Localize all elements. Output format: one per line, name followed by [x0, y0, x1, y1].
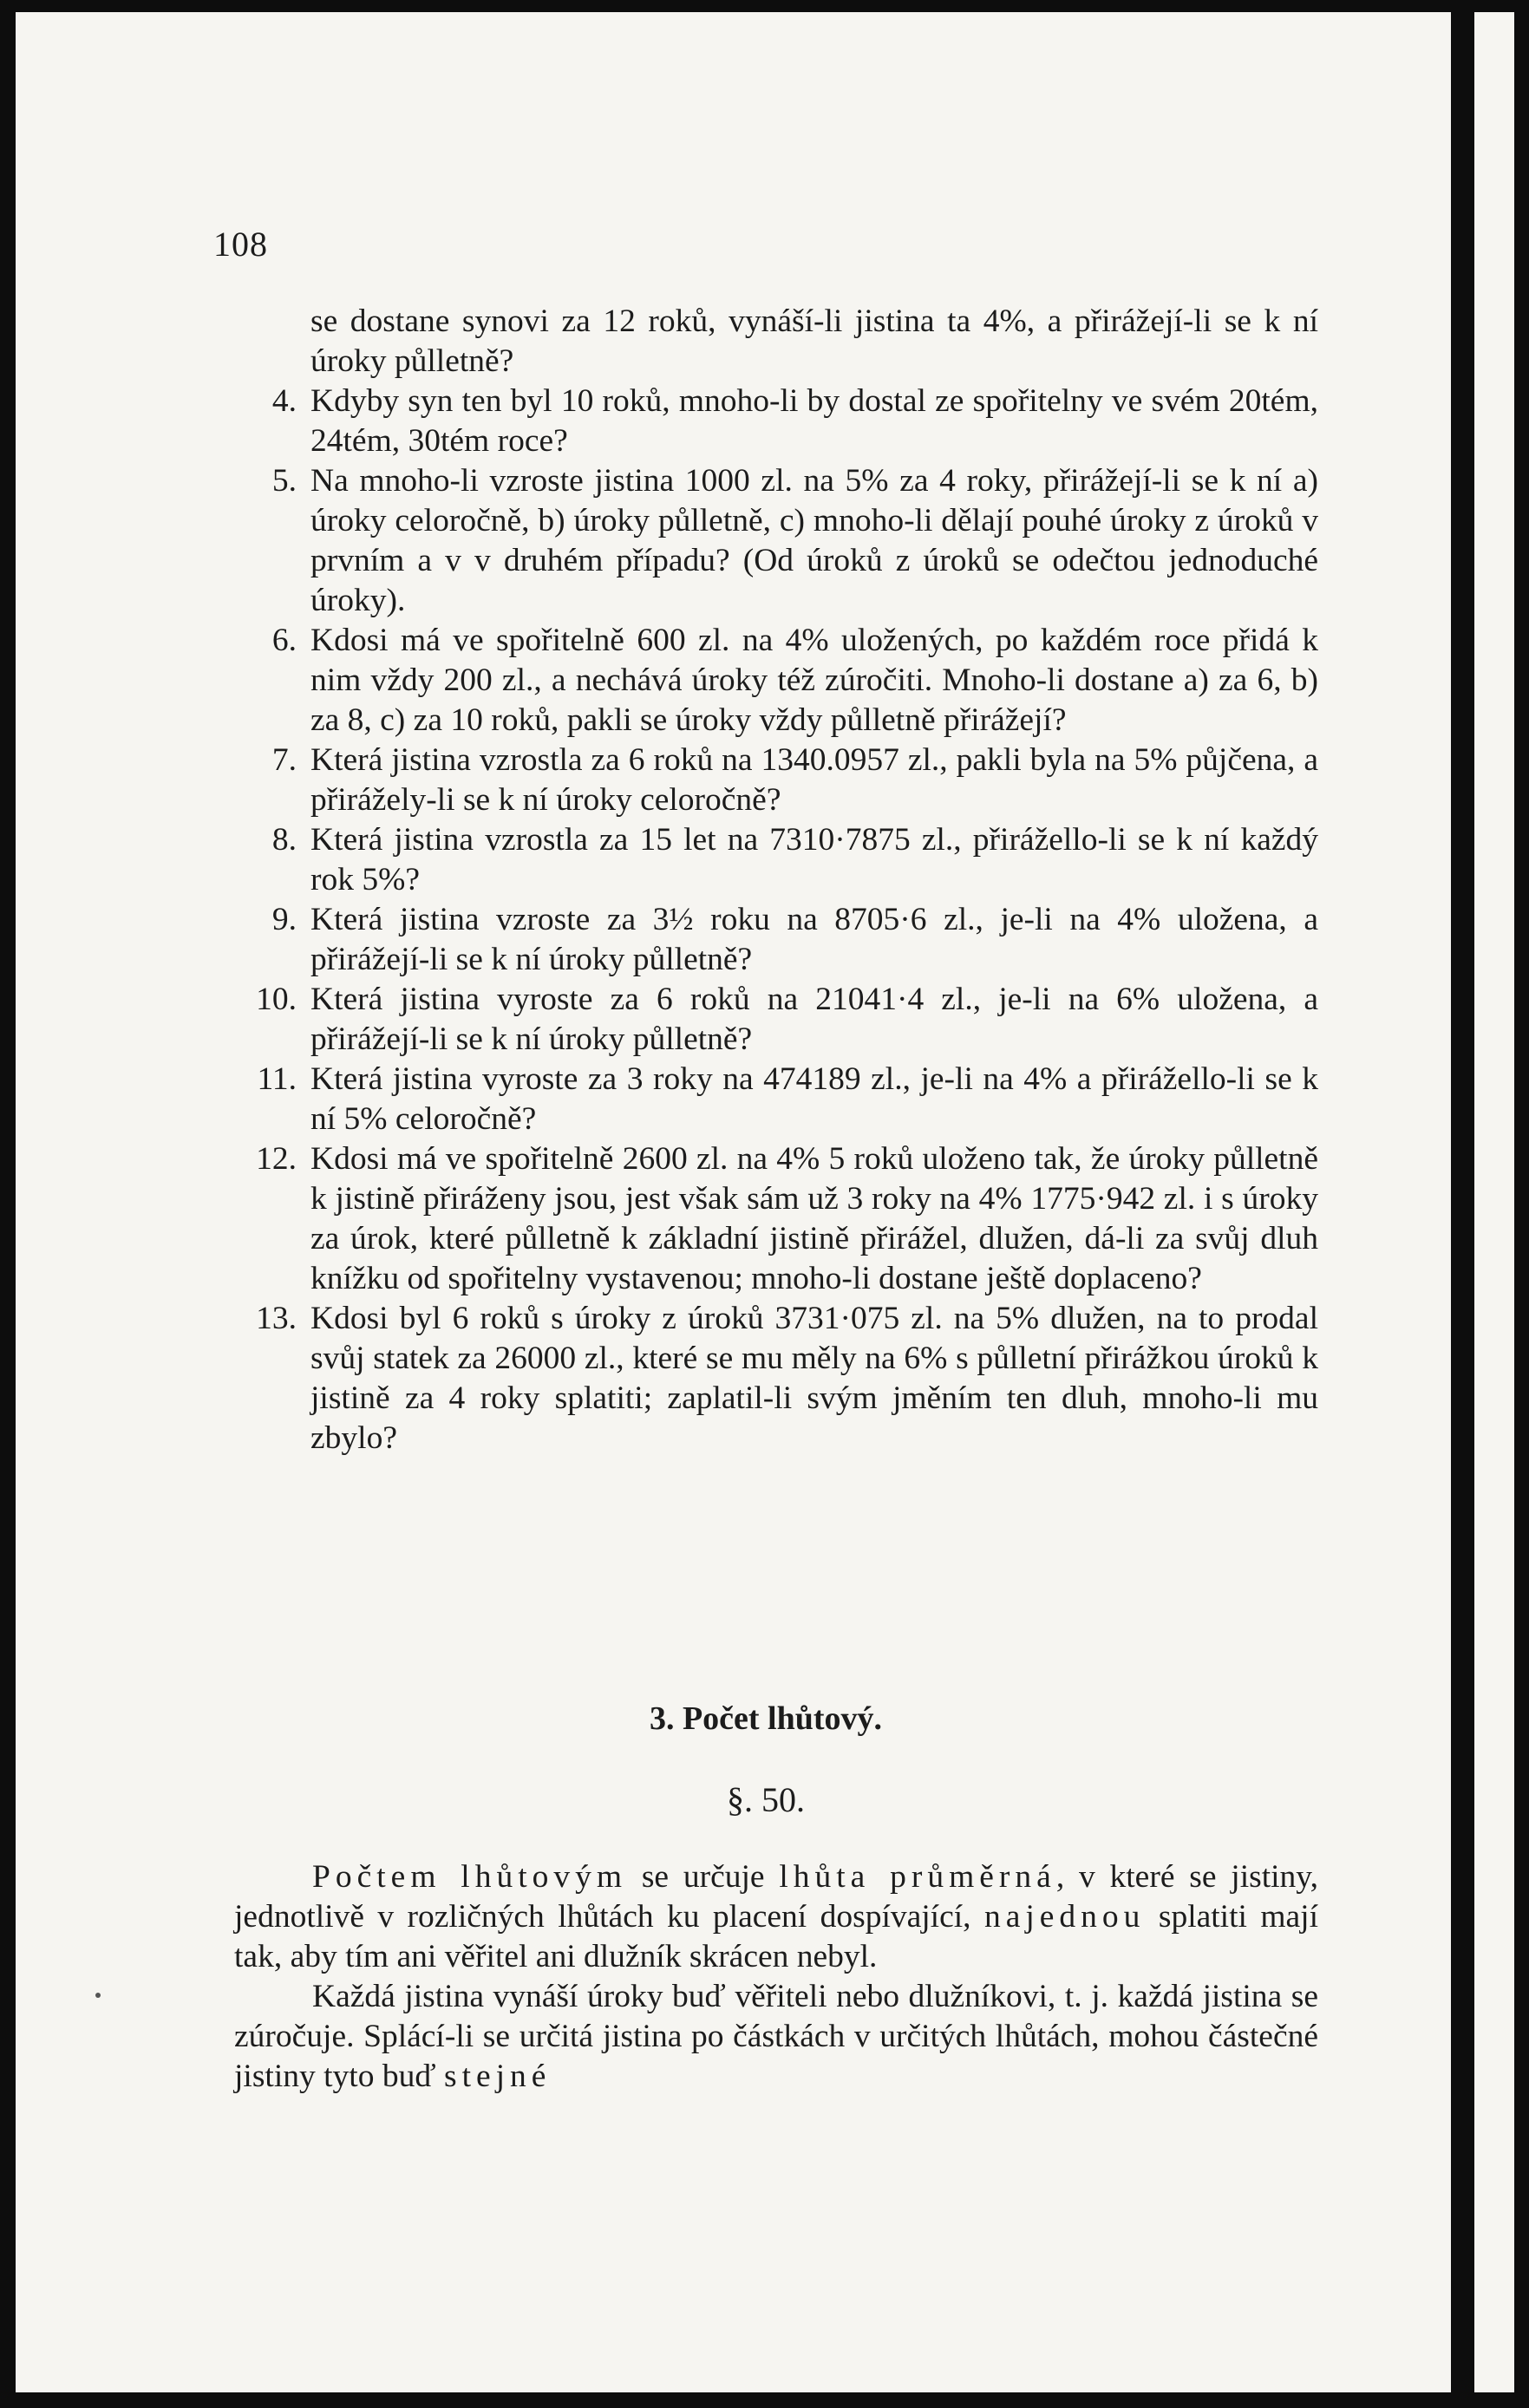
problem-text: Na mnoho-li vzroste jistina 1000 zl. na 5% za 4 roky, přirážejí-li se k ní a) úroky celoročně, b) úroky půlletně, c) mnoho-li dělají pouhé úroky z úroků v prvním a v v druhém případu? (Od úroků z úroků se odečtou jednoduché úroky).	[310, 463, 1318, 618]
problem-text: Která jistina vzrostla za 6 roků na 1340.0957 zl., pakli byla na 5% půjčena, a přirážely-li se k ní úroky celoročně?	[310, 742, 1318, 818]
problem-text: Kdosi má ve spořitelně 600 zl. na 4% uložených, po každém roce přidá k nim vždy 200 zl., a nechává úroky též zúročiti. Mnoho-li dostane a) za 6, b) za 8, c) za 10 roků, pakli se úroky vždy půlletně přirážejí?	[310, 623, 1318, 738]
problem-text: se dostane synovi za 12 roků, vynáší-li jistina ta 4%, a přirážejí-li se k ní úroky půlletně?	[310, 303, 1318, 379]
problem-number: 8.	[271, 822, 297, 858]
problem-number: 10.	[256, 982, 297, 1017]
emphasis-term: lhůta průměrná	[779, 1859, 1056, 1895]
problem-item	[213, 980, 1318, 1060]
problem-item	[213, 1299, 1318, 1459]
section-heading: 3. Počet lhůtový.	[649, 1700, 883, 1737]
problem-text: Která jistina vyroste za 3 roky na 474189 zl., je-li na 4% a přirážello-li se k ní 5% celoročně?	[310, 1061, 1318, 1137]
problem-number: 13.	[256, 1301, 297, 1336]
problem-number: 9.	[271, 902, 297, 937]
emphasis-term: najednou	[983, 1899, 1146, 1935]
problem-item	[213, 741, 1318, 820]
problem-item	[213, 1139, 1318, 1299]
text-run: , v které se jistiny, jednotlivě v rozličných lhůtách ku placení dospívající,	[234, 1859, 1318, 1935]
problem-text: Kdosi má ve spořitelně 2600 zl. na 4% 5 roků uloženo tak, že úroky půlletně k jistině přiráženy jsou, jest však sám už 3 roky na 4% 1775·942 zl. i s úroky za úrok, které půlletně k základní jistině přirážel, dlužen, dá-li za svůj dluh knížku od spořitelny vystavenou; mnoho-li dostane ještě doplaceno?	[310, 1141, 1318, 1296]
emphasis-term: stejné	[443, 2059, 552, 2094]
emphasis-term: Počtem lhůtovým	[312, 1859, 628, 1895]
page-number: 108	[213, 225, 268, 264]
problem-item	[213, 461, 1318, 621]
problem-item	[213, 820, 1318, 900]
paragraph-2	[234, 1977, 1318, 2097]
problem-number: 7.	[271, 742, 297, 778]
text-run: se určuje	[627, 1859, 780, 1895]
problem-text: Kdyby syn ten byl 10 roků, mnoho-li by dostal ze spořitelny ve svém 20tém, 24tém, 30tém roce?	[310, 383, 1318, 459]
margin-dot	[95, 1993, 101, 1998]
problem-number: 12.	[256, 1141, 297, 1177]
problem-text: Která jistina vyroste za 6 roků na 21041·4 zl., je-li na 6% uložena, a přirážejí-li se k ní úroky půlletně?	[310, 982, 1318, 1057]
problem-text: Kdosi byl 6 roků s úroky z úroků 3731·075 zl. na 5% dlužen, na to prodal svůj statek za 26000 zl., které se mu měly na 6% s půlletní přirážkou úroků k jistině za 4 roky splatiti; zaplatil-li svým jměním ten dluh, mnoho-li mu zbylo?	[310, 1301, 1318, 1456]
problem-text: Která jistina vzroste za 3½ roku na 8705·6 zl., je-li na 4% uložena, a přirážejí-li se k ní úroky půlletně?	[310, 902, 1318, 977]
problem-list	[213, 302, 1318, 1459]
text-run: splatiti mají tak, aby tím ani věřitel ani dlužník skrácen nebyl.	[234, 1899, 1318, 1974]
paragraph-1	[234, 1857, 1318, 1977]
problem-item	[213, 621, 1318, 741]
adjacent-page-edge	[1474, 12, 1514, 2392]
problem-item	[213, 900, 1318, 980]
problem-number: 6.	[271, 623, 297, 658]
problem-number: 11.	[257, 1061, 297, 1097]
problem-text: Která jistina vzrostla za 15 let na 7310·7875 zl., přirážello-li se k ní každý rok 5%?	[310, 822, 1318, 897]
problem-item	[213, 382, 1318, 461]
problem-item	[213, 302, 1318, 382]
problem-number: 5.	[271, 463, 297, 499]
paragraph-number: §. 50.	[727, 1780, 805, 1819]
body-text	[234, 1857, 1318, 2097]
text-run: Každá jistina vynáší úroky buď věřiteli nebo dlužníkovi, t. j. každá jistina se zúročuje. Splácí-li se určitá jistina po částkách v určitých lhůtách, mohou částečné jistiny tyto buď	[234, 1979, 1318, 2094]
problem-number: 4.	[271, 383, 297, 419]
problem-item	[213, 1060, 1318, 1139]
